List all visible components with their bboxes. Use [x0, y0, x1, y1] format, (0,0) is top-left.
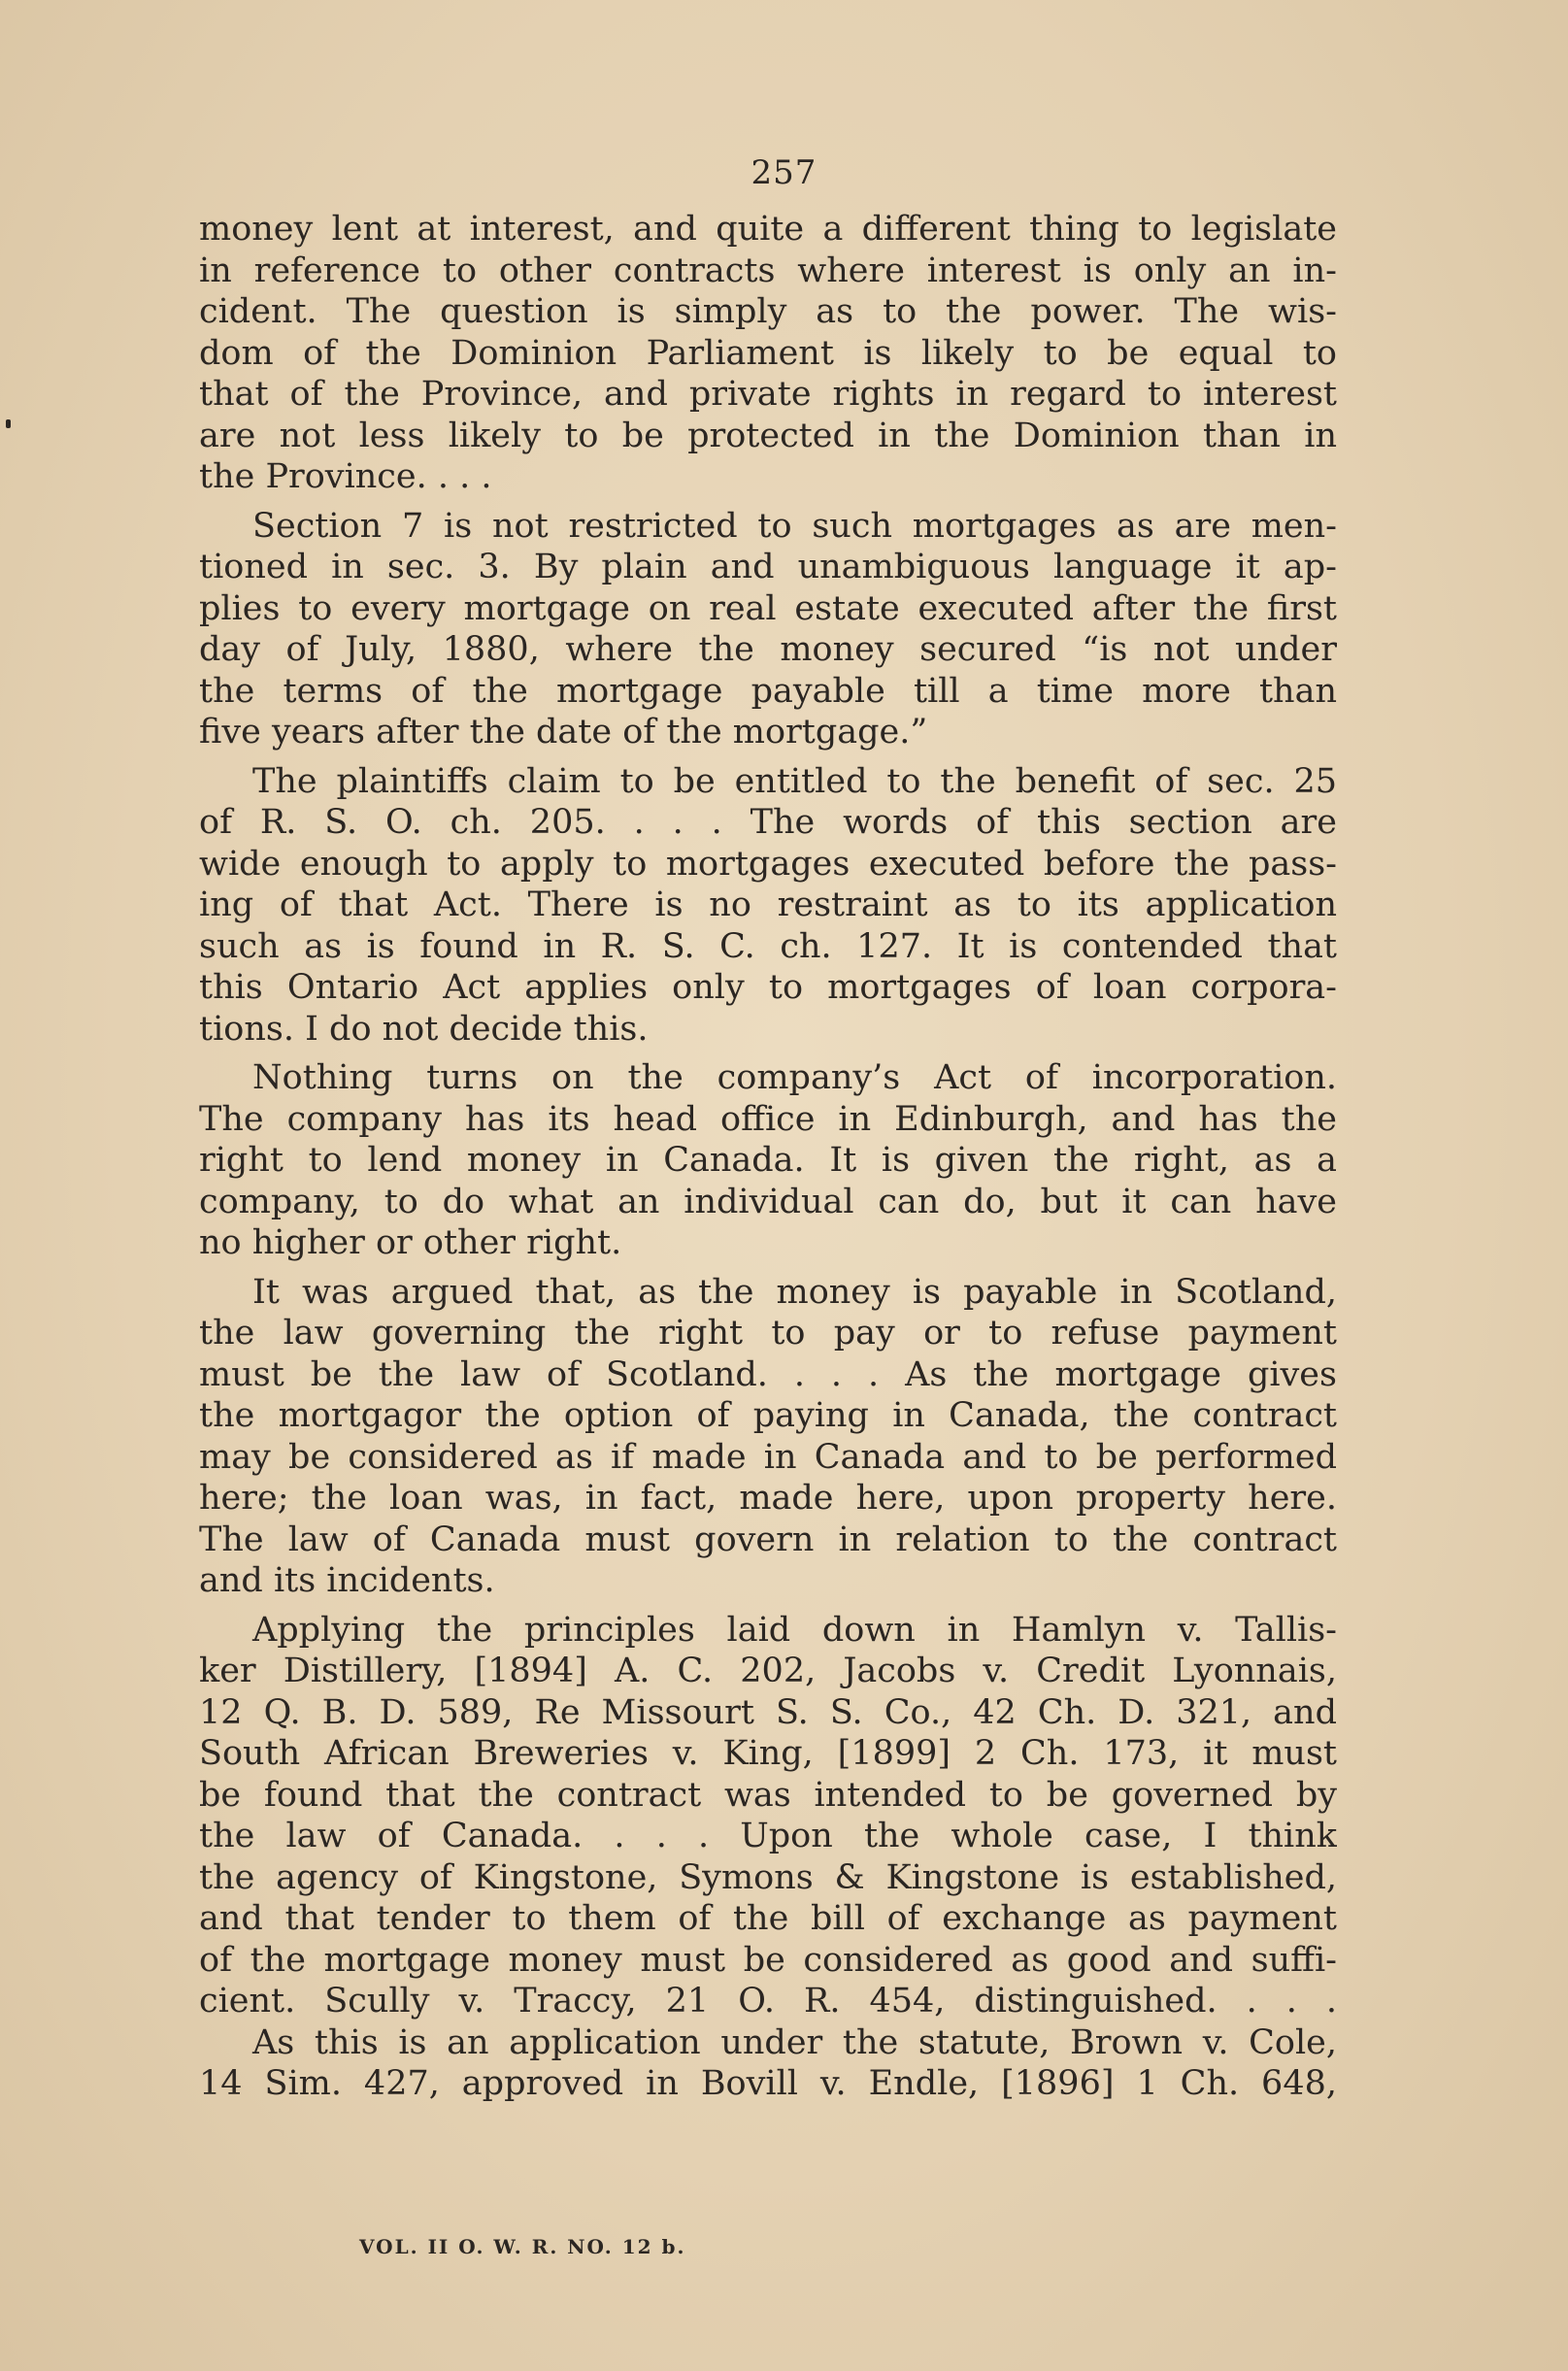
- paragraph: [199, 1610, 1337, 2022]
- text-line: such as is found in R. S. C. ch. 127. It is contended that: [199, 926, 1337, 966]
- paragraph: [199, 209, 1337, 498]
- text-line: ing of that Act. There is no restraint as to its application: [199, 885, 1337, 924]
- text-line: cident. The question is simply as to the power. The wis-: [199, 292, 1337, 331]
- text-line: that of the Province, and private rights in regard to interest: [199, 375, 1337, 414]
- text-line: South African Breweries v. King, [1899] 2 Ch. 173, it must: [199, 1734, 1337, 1773]
- text-line: 12 Q. B. D. 589, Re Missourt S. S. Co., 42 Ch. D. 321, and: [199, 1692, 1337, 1732]
- text-line: no higher or other right.: [199, 1223, 622, 1262]
- page-number: 257: [751, 153, 817, 192]
- text-line: five years after the date of the mortgage.”: [199, 713, 928, 751]
- paragraph: [199, 761, 1337, 1051]
- text-line: The law of Canada must govern in relation to the contract: [199, 1519, 1337, 1559]
- text-line: wide enough to apply to mortgages executed before the pass-: [199, 844, 1337, 884]
- text-line: may be considered as if made in Canada and to be performed: [199, 1437, 1337, 1477]
- text-line: It was argued that, as the money is payable in Scotland,: [252, 1272, 1337, 1312]
- footer-signature: VOL. II O. W. R. NO. 12 b.: [359, 2235, 686, 2258]
- paragraph: [199, 1057, 1337, 1264]
- text-line: ker Distillery, [1894] A. C. 202, Jacobs v. Credit Lyonnais,: [199, 1652, 1337, 1690]
- text-line: The company has its head office in Edinburgh, and has the: [199, 1099, 1337, 1139]
- paragraph: [199, 2022, 1337, 2105]
- text-line: money lent at interest, and quite a different thing to legislate: [199, 210, 1337, 249]
- text-line: Nothing turns on the company’s Act of incorporation.: [252, 1058, 1337, 1097]
- text-line: of R. S. O. ch. 205. . . . The words of this section are: [199, 803, 1337, 842]
- ink-mark: [6, 419, 11, 428]
- text-line: right to lend money in Canada. It is given the right, as a: [199, 1141, 1337, 1180]
- text-line: are not less likely to be protected in the Dominion than in: [199, 416, 1337, 455]
- text-line: day of July, 1880, where the money secured “is not under: [199, 630, 1337, 669]
- text-line: be found that the contract was intended to be governed by: [199, 1775, 1337, 1815]
- paragraph: [199, 1272, 1337, 1602]
- text-line: the law of Canada. . . . Upon the whole case, I think: [199, 1817, 1337, 1855]
- body-text: [199, 209, 1337, 2105]
- text-line: dom of the Dominion Parliament is likely to be equal to: [199, 333, 1337, 373]
- text-line: plies to every mortgage on real estate executed after the first: [199, 588, 1337, 628]
- text-line: the Province. . . .: [199, 457, 492, 496]
- text-line: the terms of the mortgage payable till a time more than: [199, 671, 1337, 711]
- paragraph: [199, 506, 1337, 753]
- text-line: the mortgagor the option of paying in Canada, the contract: [199, 1396, 1337, 1435]
- text-line: and that tender to them of the bill of exchange as payment: [199, 1899, 1337, 1938]
- text-line: must be the law of Scotland. . . . As the mortgage gives: [199, 1354, 1337, 1394]
- text-line: cient. Scully v. Traccy, 21 O. R. 454, distinguished. . . .: [199, 1982, 1337, 2020]
- text-line: Section 7 is not restricted to such mortgages as are men-: [252, 506, 1337, 546]
- text-line: company, to do what an individual can do, but it can have: [199, 1182, 1337, 1221]
- text-line: the agency of Kingstone, Symons & Kingstone is established,: [199, 1857, 1337, 1897]
- text-line: Applying the principles laid down in Hamlyn v. Tallis-: [252, 1610, 1337, 1650]
- text-line: in reference to other contracts where interest is only an in-: [199, 250, 1337, 290]
- text-line: here; the loan was, in fact, made here, upon property here.: [199, 1479, 1337, 1518]
- text-line: 14 Sim. 427, approved in Bovill v. Endle, [1896] 1 Ch. 648,: [199, 2064, 1337, 2103]
- text-line: the law governing the right to pay or to refuse payment: [199, 1314, 1337, 1352]
- text-line: The plaintiffs claim to be entitled to the benefit of sec. 25: [252, 761, 1337, 801]
- text-line: and its incidents.: [199, 1561, 495, 1600]
- text-line: tions. I do not decide this.: [199, 1009, 649, 1049]
- text-line: of the mortgage money must be considered as good and suffi-: [199, 1940, 1337, 1980]
- text-line: As this is an application under the statute, Brown v. Cole,: [252, 2022, 1337, 2062]
- text-line: tioned in sec. 3. By plain and unambiguous language it ap-: [199, 548, 1337, 586]
- text-line: this Ontario Act applies only to mortgages of loan corpora-: [199, 968, 1337, 1007]
